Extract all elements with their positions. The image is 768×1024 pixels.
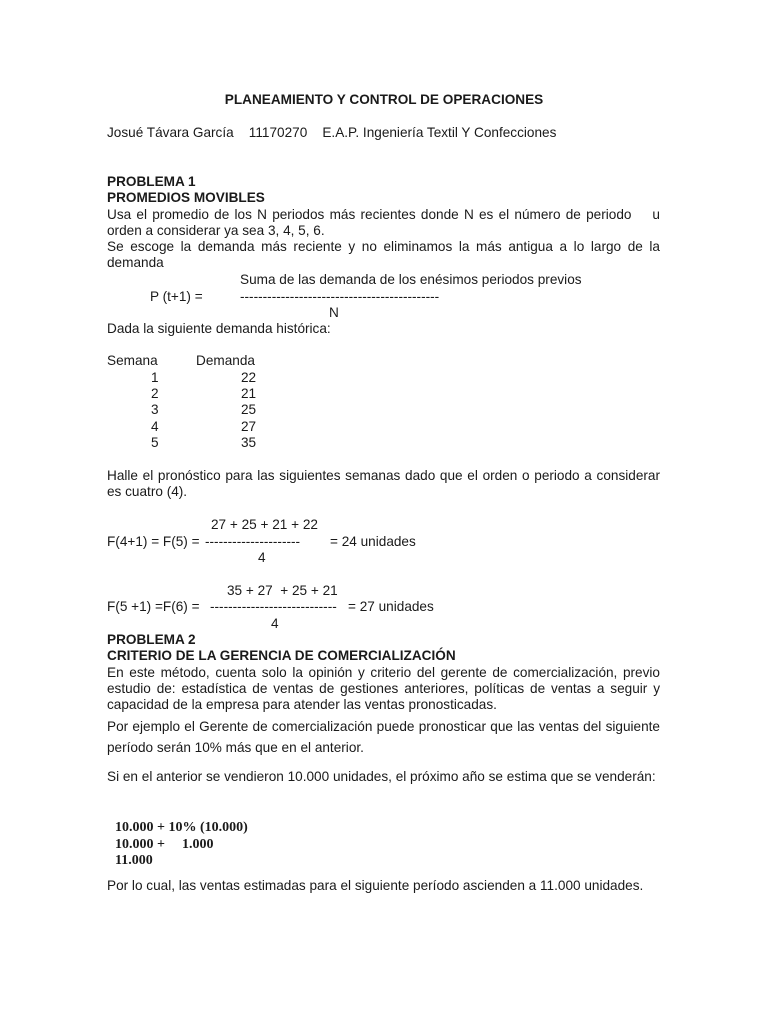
- problem1-paragraph-2: Se escoge la demanda más reciente y no eliminamos la más antigua a lo largo de la demanda: [107, 239, 660, 270]
- calc2-denominator: 4: [271, 616, 279, 631]
- table-cell: 4: [151, 419, 159, 434]
- table-cell: 27: [241, 419, 257, 434]
- calc2-result: = 27 unidades: [348, 599, 434, 614]
- table-cell: 22: [241, 370, 257, 385]
- table-header-week: Semana: [107, 353, 158, 368]
- problem1-paragraph-1: Usa el promedio de los N periodos más recientes donde N es el número de periodo u orden a considerar ya sea 3, 4, 5, 6.: [107, 207, 664, 238]
- calc1-bar: ---------------------: [205, 534, 301, 549]
- problem2-subheading: CRITERIO DE LA GERENCIA DE COMERCIALIZACIÓN: [107, 648, 456, 663]
- forecast-question: Halle el pronóstico para las siguientes semanas dado que el orden o periodo a considerar es cuatro (4).: [107, 468, 660, 499]
- table-cell: 35: [241, 435, 257, 450]
- calc-line-2a: 10.000 +: [115, 837, 165, 852]
- document-title: PLANEAMIENTO Y CONTROL DE OPERACIONES: [224, 92, 544, 107]
- table-cell: 25: [241, 402, 257, 417]
- problem2-paragraph-1: En este método, cuenta solo la opinión y criterio del gerente de comercialización, previo estudio de: estadística de ventas de gestiones anteriores, políticas de ventas a seguir y capacidad de la empresa para atender las ventas pronosticadas.: [107, 665, 660, 712]
- calc1-denominator: 4: [258, 550, 266, 565]
- formula-lhs: P (t+1) =: [150, 289, 203, 304]
- demand-intro: Dada la siguiente demanda histórica:: [107, 321, 331, 336]
- formula-numerator: Suma de las demanda de los enésimos periodos previos: [240, 272, 582, 287]
- table-cell: 5: [151, 435, 159, 450]
- problem1-subheading: PROMEDIOS MOVIBLES: [107, 190, 265, 205]
- calc-line-3: 11.000: [115, 853, 153, 868]
- calc1-lhs: F(4+1) = F(5) =: [107, 534, 204, 549]
- calc-line-2b: 1.000: [182, 837, 214, 852]
- table-cell: 3: [151, 402, 159, 417]
- calc1-numerator: 27 + 25 + 21 + 22: [211, 517, 318, 532]
- problem2-heading: PROBLEMA 2: [107, 632, 196, 647]
- calc2-numerator: 35 + 27 + 25 + 21: [227, 583, 338, 598]
- table-header-demand: Demanda: [196, 353, 255, 368]
- problem2-conclusion: Por lo cual, las ventas estimadas para el siguiente período ascienden a 11.000 unidades.: [107, 878, 644, 893]
- problem1-heading: PROBLEMA 1: [107, 174, 196, 189]
- problem2-paragraph-2: Por ejemplo el Gerente de comercialización puede pronosticar que las ventas del siguiente período serán 10% más que en el anterior.: [107, 719, 660, 755]
- table-cell: 2: [151, 386, 159, 401]
- formula-bar: --------------------------------------------: [240, 289, 440, 304]
- formula-denominator: N: [329, 305, 339, 320]
- calc2-lhs: F(5 +1) =F(6) =: [107, 599, 208, 614]
- problem2-paragraph-3: Si en el anterior se vendieron 10.000 unidades, el próximo año se estima que se venderán:: [107, 769, 656, 784]
- calc2-bar: ----------------------------: [210, 599, 337, 614]
- calc1-result: = 24 unidades: [330, 534, 416, 549]
- calc-line-1: 10.000 + 10% (10.000): [115, 820, 248, 835]
- author-line: Josué Távara García 11170270 E.A.P. Ingeniería Textil Y Confecciones: [107, 125, 557, 140]
- table-cell: 1: [151, 370, 159, 385]
- table-cell: 21: [241, 386, 257, 401]
